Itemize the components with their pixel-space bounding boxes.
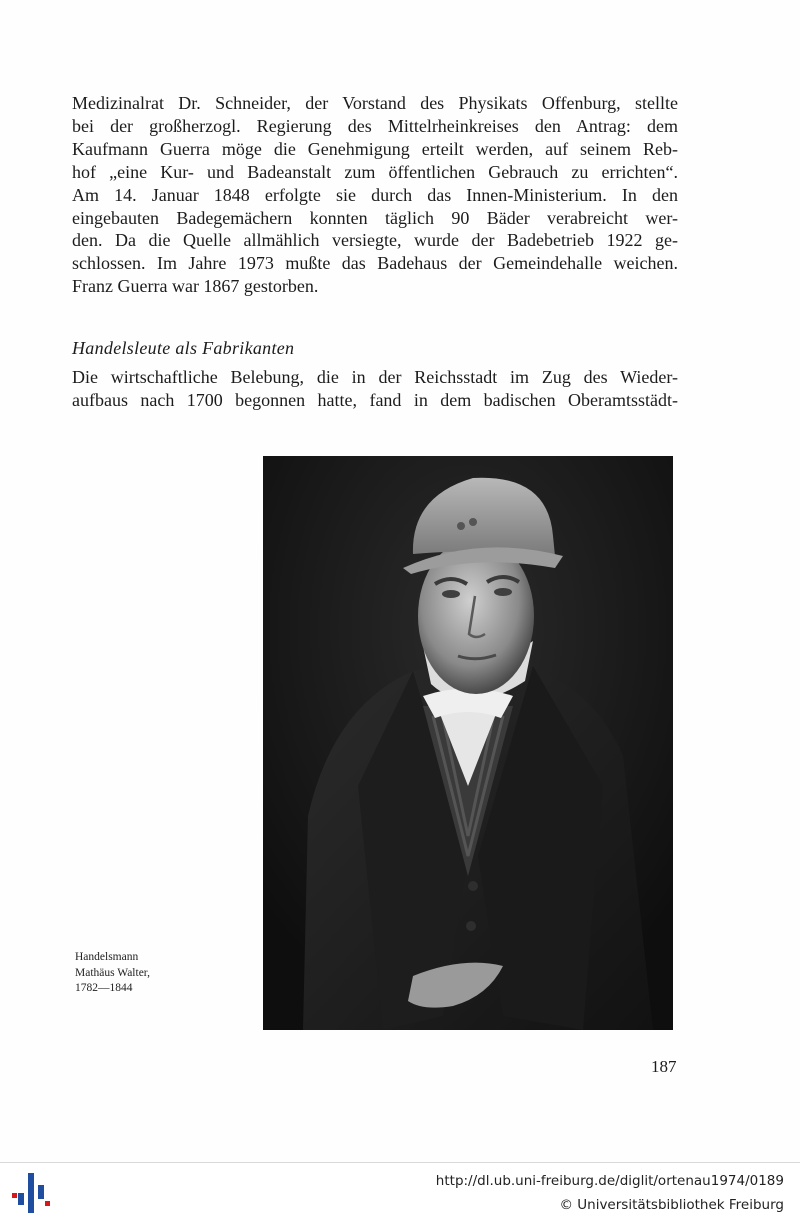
text-line: Die wirtschaftliche Belebung, die in der Reichsstadt im Zug des Wieder-	[72, 367, 678, 387]
footer-url-link[interactable]: http://dl.ub.uni-freiburg.de/diglit/ortenau1974/0189	[435, 1173, 784, 1189]
text-line: eingebauten Badegemächern konnten täglich 90 Bäder verabreicht wer-	[72, 207, 678, 228]
paragraph-1	[72, 92, 678, 298]
text-line: Kaufmann Guerra möge die Genehmigung erteilt werden, auf seinem Reb-	[72, 138, 678, 159]
caption-line: 1782—1844	[75, 982, 133, 994]
section-heading: Handelsleute als Fabrikanten	[72, 338, 295, 358]
text-line: Am 14. Januar 1848 erfolgte sie durch das Innen-Ministerium. In den	[72, 184, 678, 205]
page-number: 187	[651, 1057, 677, 1076]
portrait-image	[263, 456, 673, 1030]
caption-line: Mathäus Walter,	[75, 966, 151, 979]
footer-copyright: © Universitätsbibliothek Freiburg	[559, 1197, 784, 1213]
text-line: Franz Guerra war 1867 gestorben.	[72, 276, 319, 297]
text-line: aufbaus nach 1700 begonnen hatte, fand in dem badischen Oberamtsstädt-	[72, 390, 678, 410]
library-logo-icon	[10, 1171, 52, 1215]
image-caption	[75, 950, 150, 997]
portrait-illustration	[263, 456, 673, 1030]
text-line: Medizinalrat Dr. Schneider, der Vorstand des Physikats Offenburg, stellte	[72, 93, 678, 113]
caption-line: Handelsmann	[75, 951, 139, 963]
text-line: den. Da die Quelle allmählich versiegte, wurde der Badebetrieb 1922 ge-	[72, 230, 678, 251]
text-line: hof „eine Kur- und Badeanstalt zum öffentlichen Gebrauch zu errichten“.	[72, 161, 678, 182]
paragraph-2	[72, 366, 678, 412]
text-line: schlossen. Im Jahre 1973 mußte das Badehaus der Gemeindehalle weichen.	[72, 253, 678, 274]
text-line: bei der großherzogl. Regierung des Mittelrheinkreises den Antrag: dem	[72, 115, 678, 136]
footer-bar	[0, 1162, 800, 1221]
